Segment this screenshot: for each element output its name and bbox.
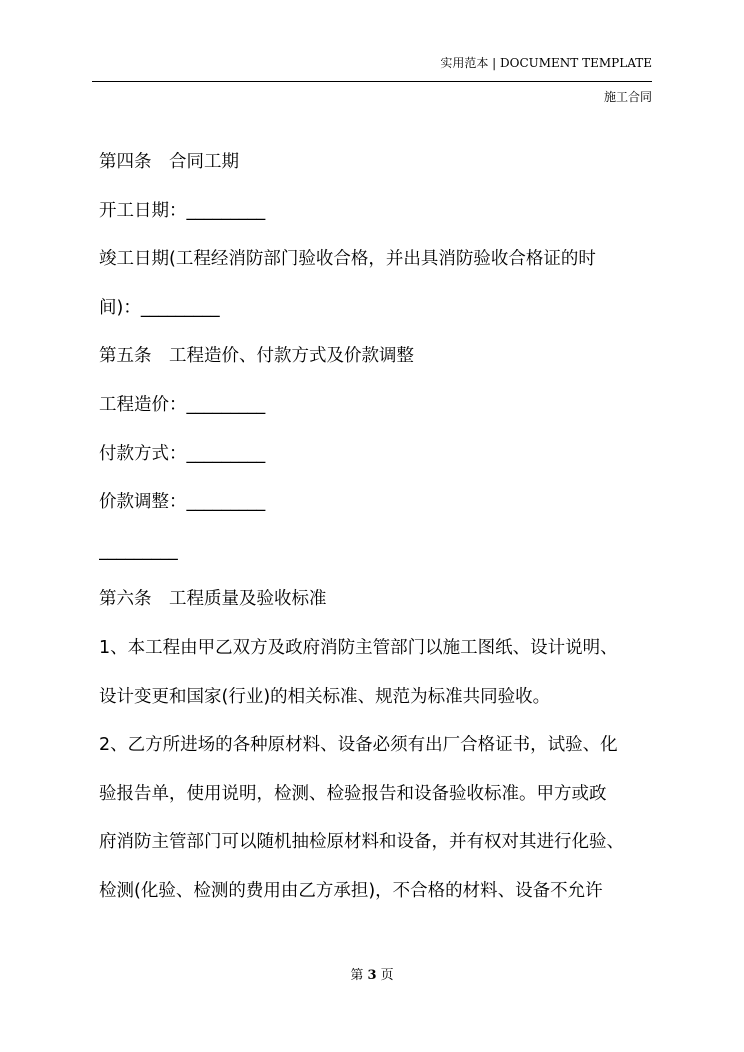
completion-date-line-cont: 间)：_________ xyxy=(99,297,220,318)
project-cost-line: 工程造价：_________ xyxy=(99,394,266,415)
clause-2-line-4: 检测(化验、检测的费用由乙方承担)，不合格的材料、设备不允许 xyxy=(99,880,603,901)
page-footer xyxy=(0,964,744,983)
contract-body xyxy=(99,138,661,916)
header-divider xyxy=(92,81,652,82)
clause-1-line-1: 1、本工程由甲乙双方及政府消防主管部门以施工图纸、设计说明、 xyxy=(99,637,618,658)
clause-2-line-3: 府消防主管部门可以随机抽检原材料和设备，并有权对其进行化验、 xyxy=(99,832,624,853)
price-adjustment-line: 价款调整：_________ xyxy=(99,492,266,513)
page-number: 3 xyxy=(367,968,377,983)
completion-date-line: 竣工日期(工程经消防部门验收合格，并出具消防验收合格证的时 xyxy=(99,249,596,270)
article-5-heading: 第五条 工程造价、付款方式及价款调整 xyxy=(99,346,414,367)
start-date-line: 开工日期：_________ xyxy=(99,200,266,221)
article-4-heading: 第四条 合同工期 xyxy=(99,152,239,172)
page-prefix: 第 xyxy=(350,968,364,983)
document-title: 施工合同 xyxy=(603,90,652,104)
clause-1-line-2: 设计变更和国家(行业)的相关标准、规范为标准共同验收。 xyxy=(99,686,551,707)
template-label: 实用范本 | DOCUMENT TEMPLATE xyxy=(440,56,652,70)
payment-method-line: 付款方式：_________ xyxy=(99,443,266,464)
clause-2-line-2: 验报告单，使用说明，检测、检验报告和设备验收标准。甲方或政 xyxy=(99,783,607,804)
article-6-heading: 第六条 工程质量及验收标准 xyxy=(99,589,327,610)
blank-line: _________ xyxy=(99,540,178,561)
clause-2-line-1: 2、乙方所进场的各种原材料、设备必须有出厂合格证书，试验、化 xyxy=(99,735,618,756)
page-suffix: 页 xyxy=(380,968,394,983)
